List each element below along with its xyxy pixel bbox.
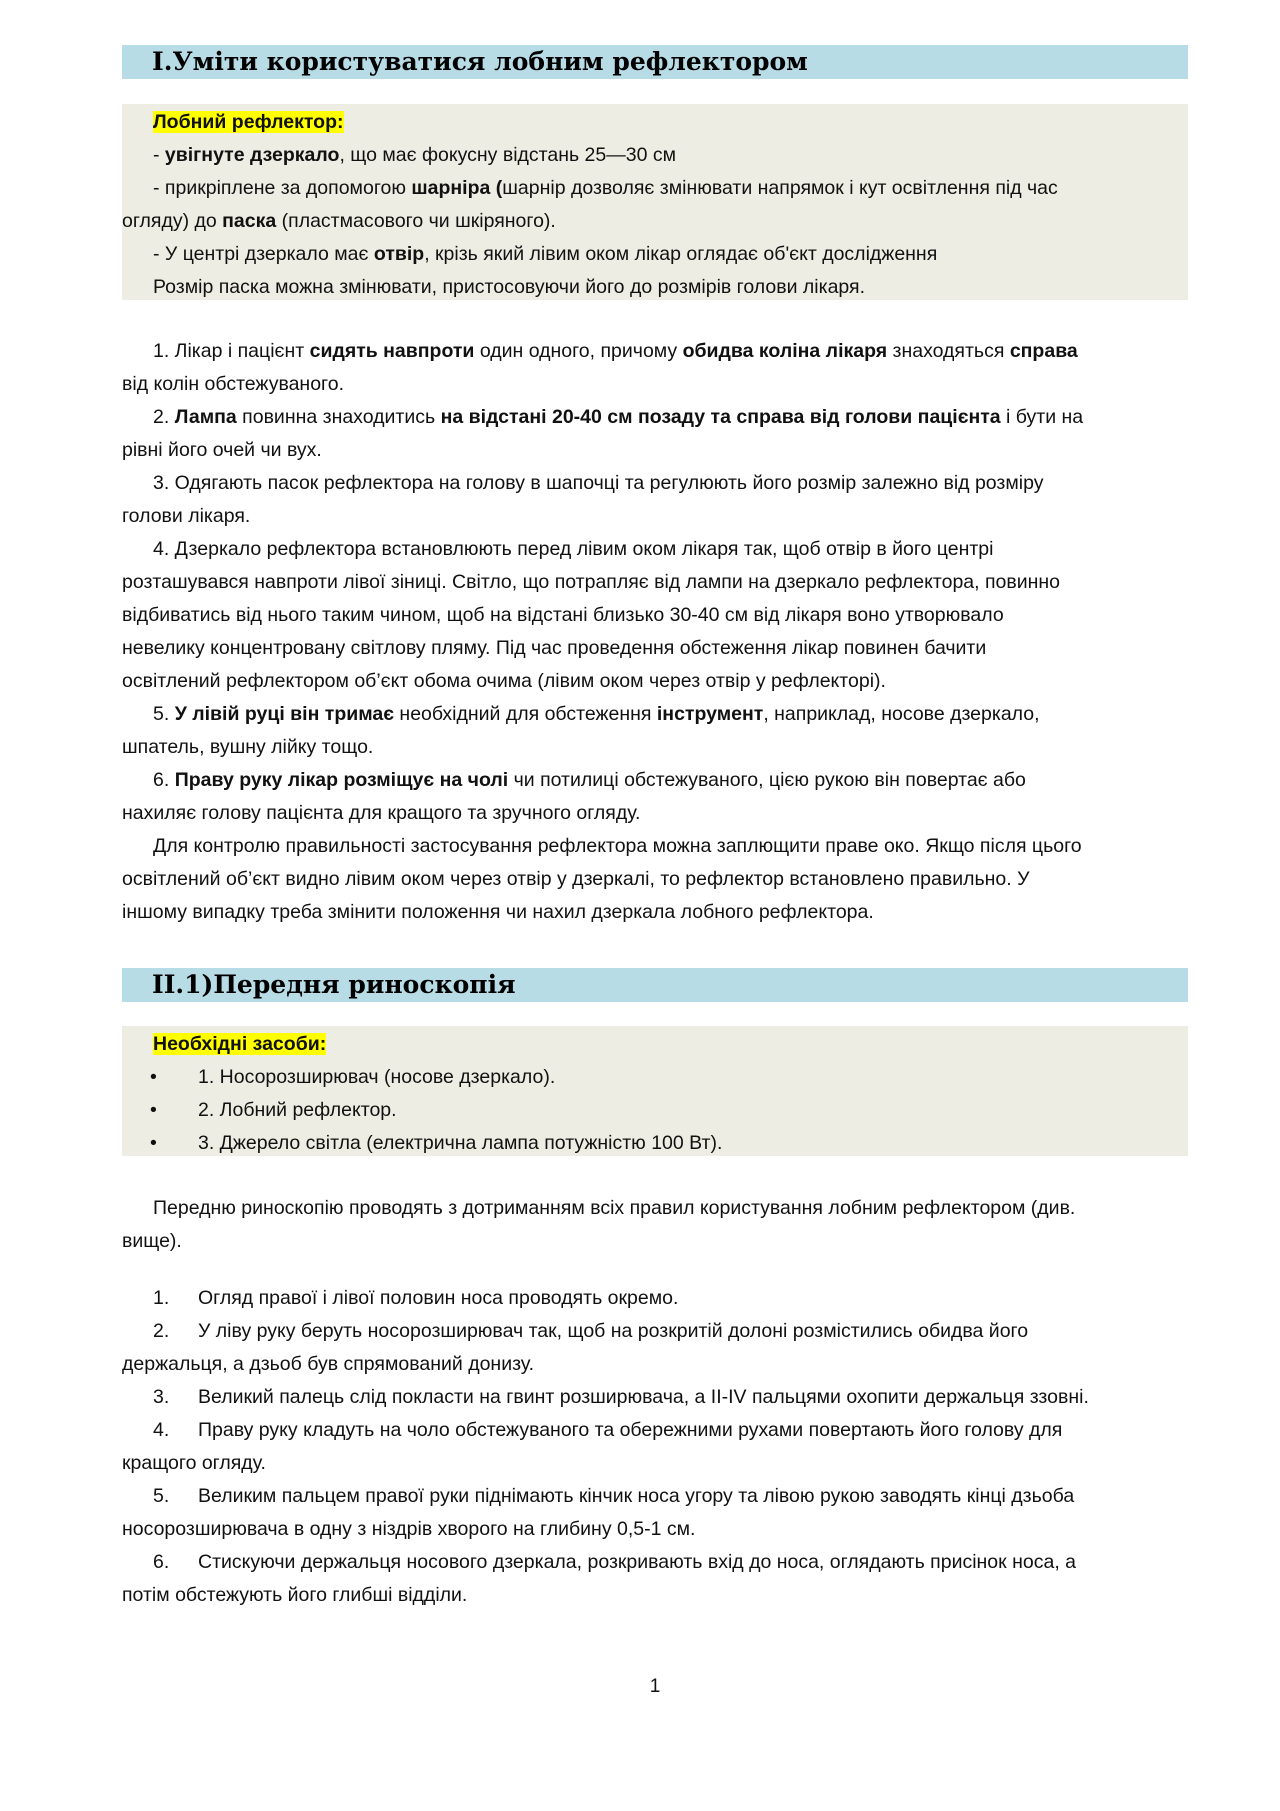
list-item xyxy=(122,1127,1188,1160)
step-5-line-1 xyxy=(122,698,1188,731)
step-2-line-1 xyxy=(122,401,1188,434)
bold-text: У лівій руці він тримає xyxy=(174,703,395,725)
text: чи потилиці обстежуваного, цією рукою він повертає або xyxy=(508,769,1026,791)
step-text: Великим пальцем правої руки піднімають кінчик носа угору та лівою рукою заводять кінці дзьоба xyxy=(198,1485,1075,1507)
step-text: Стискуючи держальця носового дзеркала, розкривають вхід до носа, оглядають присінок носа, а xyxy=(198,1551,1076,1573)
bold-text: сидять навпроти xyxy=(309,340,475,362)
text: - xyxy=(153,144,165,166)
step-text: Праву руку кладуть на чоло обстежуваного та обережними рухами повертають його голову для xyxy=(198,1419,1063,1441)
bold-text: Лампа xyxy=(174,406,237,428)
step-continuation: кращого огляду. xyxy=(122,1452,266,1474)
step-6-line-2: нахиляє голову пацієнта для кращого та зручного огляду. xyxy=(122,802,641,824)
step-number: 2. xyxy=(153,1320,170,1342)
step-number: 4. xyxy=(153,1419,170,1441)
bold-text: обидва коліна лікаря xyxy=(682,340,888,362)
step-3-line-1: 3. Одягають пасок рефлектора на голову в шапочці та регулюють його розмір залежно від розміру xyxy=(153,472,1044,494)
step-4-line-3: відбиватись від нього таким чином, щоб на відстані близько 30-40 см від лікаря воно утворювало xyxy=(122,604,1004,626)
step-1-line-2: від колін обстежуваного. xyxy=(122,373,344,395)
numbered-step xyxy=(122,1414,1188,1447)
bullet-icon: • xyxy=(150,1066,157,1088)
step-3-line-2: голови лікаря. xyxy=(122,505,251,527)
required-tools-box xyxy=(122,1026,1188,1156)
control-line-2: освітлений об’єкт видно лівим оком через отвір у дзеркалі, то рефлектор встановлено правильно. У xyxy=(122,868,1030,890)
section-1-heading: I.Уміти користуватися лобним рефлектором xyxy=(122,45,1188,79)
control-line-1: Для контролю правильності застосування рефлектора можна заплющити праве око. Якщо після цього xyxy=(153,835,1082,857)
step-text: У ліву руку беруть носорозширювач так, щоб на розкритій долоні розмістились обидва його xyxy=(198,1320,1029,1342)
text: один одного, причому xyxy=(474,340,683,362)
text: 1. Лікар і пацієнт xyxy=(153,340,310,362)
bold-text: інструмент xyxy=(656,703,764,725)
list-item xyxy=(122,1061,1188,1094)
list-item-text: 2. Лобний рефлектор. xyxy=(198,1099,397,1121)
step-6-line-1 xyxy=(122,764,1188,797)
step-number: 3. xyxy=(153,1386,170,1408)
bold-text: Праву руку лікар розміщує на чолі xyxy=(174,769,509,791)
step-4-line-5: освітлений рефлектором об’єкт обома очима (лівим оком через отвір у рефлекторі). xyxy=(122,670,886,692)
step-4-line-2: розташувався навпроти лівої зіниці. Світло, що потрапляє від лампи на дзеркало рефлектора, повинно xyxy=(122,571,1061,593)
step-continuation: потім обстежують його глибші відділи. xyxy=(122,1584,468,1606)
text: 6. xyxy=(153,769,175,791)
text: знаходяться xyxy=(887,340,1010,362)
box-line-2 xyxy=(122,172,1188,205)
numbered-step xyxy=(122,1381,1188,1414)
bold-text: на відстані 20-40 см позаду та справа від голови пацієнта xyxy=(440,406,1001,428)
rhinoscopy-steps xyxy=(122,1282,1188,1612)
bold-text: отвір xyxy=(373,243,425,265)
control-line-3: іншому випадку треба змінити положення чи нахил дзеркала лобного рефлектора. xyxy=(122,901,874,923)
text: шарнір дозволяє змінювати напрямок і кут освітлення під час xyxy=(502,177,1058,199)
page-number: 1 xyxy=(649,1676,661,1697)
text: - У центрі дзеркало має xyxy=(153,243,374,265)
numbered-step xyxy=(122,1315,1188,1348)
box-label-line xyxy=(122,106,1188,139)
list-item-text: 1. Носорозширювач (носове дзеркало). xyxy=(198,1066,556,1088)
bold-text: увігнуте дзеркало xyxy=(164,144,340,166)
text: огляду) до xyxy=(122,210,223,232)
text: 2. xyxy=(153,406,175,428)
box-line-5: Розмір паска можна змінювати, пристосовуючи його до розмірів голови лікаря. xyxy=(153,276,866,298)
box-line-4 xyxy=(122,238,1188,271)
text: , крізь який лівим оком лікар оглядає об'єкт дослідження xyxy=(424,243,938,265)
step-4-line-4: невелику концентровану світлову пляму. Під час проведення обстеження лікар повинен бачити xyxy=(122,637,987,659)
bullet-icon: • xyxy=(150,1099,157,1121)
text: , наприклад, носове дзеркало, xyxy=(763,703,1040,725)
text: - прикріплене за допомогою xyxy=(153,177,412,199)
reflector-description-box xyxy=(122,104,1188,300)
bold-text: паска xyxy=(222,210,277,232)
box-line-1 xyxy=(122,139,1188,172)
section-2-heading: II.1)Передня риноскопія xyxy=(122,968,1188,1002)
list-item-text: 3. Джерело світла (електрична лампа потужністю 100 Вт). xyxy=(198,1132,723,1154)
text: необхідний для обстеження xyxy=(394,703,657,725)
reflector-steps xyxy=(122,335,1188,929)
text: 5. xyxy=(153,703,175,725)
text: , що має фокусну відстань 25—30 см xyxy=(339,144,677,166)
reflector-label: Лобний рефлектор: xyxy=(153,111,344,133)
numbered-step xyxy=(122,1282,1188,1315)
rhinoscopy-intro xyxy=(122,1192,1188,1258)
text: (пластмасового чи шкіряного). xyxy=(276,210,556,232)
step-number: 5. xyxy=(153,1485,170,1507)
intro-line-2: вище). xyxy=(122,1230,182,1252)
step-5-line-2: шпатель, вушну лійку тощо. xyxy=(122,736,374,758)
list-item xyxy=(122,1094,1188,1127)
step-4-line-1: 4. Дзеркало рефлектора встановлюють перед лівим оком лікаря так, щоб отвір в його центрі xyxy=(153,538,994,560)
numbered-step xyxy=(122,1480,1188,1513)
step-continuation: держальця, а дзьоб був спрямований донизу. xyxy=(122,1353,535,1375)
step-text: Огляд правої і лівої половин носа проводять окремо. xyxy=(198,1287,679,1309)
step-number: 6. xyxy=(153,1551,170,1573)
box-line-3 xyxy=(122,205,1188,238)
step-number: 1. xyxy=(153,1287,170,1309)
bold-text: шарніра ( xyxy=(411,177,503,199)
text: повинна знаходитись xyxy=(236,406,441,428)
bold-text: справа xyxy=(1009,340,1078,362)
intro-line-1: Передню риноскопію проводять з дотриманням всіх правил користування лобним рефлектором (див. xyxy=(153,1197,1076,1219)
step-2-line-2: рівні його очей чи вух. xyxy=(122,439,322,461)
bullet-icon: • xyxy=(150,1132,157,1154)
numbered-step xyxy=(122,1546,1188,1579)
tools-label-line xyxy=(122,1028,1188,1061)
step-text: Великий палець слід покласти на гвинт розширювача, а II-IV пальцями охопити держальця ззовні. xyxy=(198,1386,1089,1408)
text: і бути на xyxy=(1000,406,1084,428)
tools-label: Необхідні засоби: xyxy=(153,1033,327,1055)
step-1-line-1 xyxy=(122,335,1188,368)
step-continuation: носорозширювача в одну з ніздрів хворого на глибину 0,5-1 см. xyxy=(122,1518,696,1540)
